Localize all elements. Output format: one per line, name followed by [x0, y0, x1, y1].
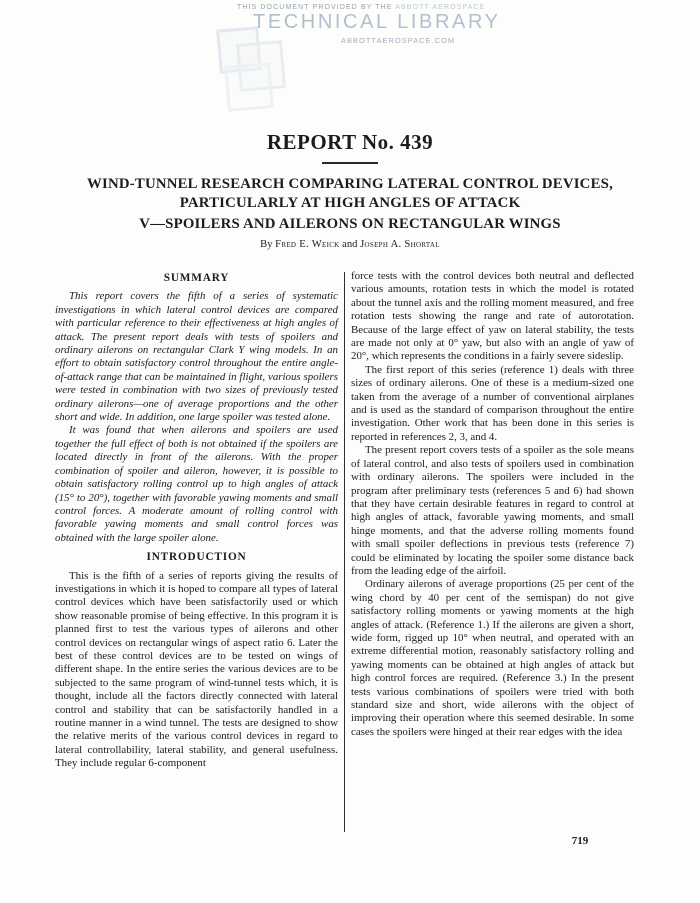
report-subtitle: V—SPOILERS AND AILERONS ON RECTANGULAR WINGS — [139, 216, 561, 232]
title-divider-rule — [322, 162, 378, 164]
summary-heading: SUMMARY — [163, 272, 230, 284]
body-paragraph-4: Ordinary ailerons of average proportions (25 per cent of the wing chord by 40 per cent of the semispan) do not give satisfactory rolling moments or yawing moments at the high angles of attack. (Reference 1.) If the ailerons are given a short, wide form, rigged up 10° when neutral, and operated with an extreme differential motion, reasonably satisfactory rolling and yawing moments can be obtained at high angles of attack but high control forces are required. (Reference 3.) In the present tests various combinations of spoilers were tried with both standard size and short, wide ailerons with the object of improving their operation where this seemed desirable. In some cases the spoilers were hinged at their rear edges with the idea — [351, 578, 634, 738]
report-title-line2: PARTICULARLY AT HIGH ANGLES OF ATTACK — [179, 194, 521, 211]
abbott-aerospace-cube-logo-icon — [214, 16, 294, 112]
body-paragraph-1: force tests with the control devices both neutral and deflected various amounts, rotation tests in which the model is rotated about the tunnel axis and the rolling moment measured, and free rotation tests showing the range and rate of autorotation. Because of the large effect of yaw on lateral stability, the tests are made not only at 0° yaw, but also with an angle of yaw of 20°, which represents the conditions in a fairly severe sideslip. — [351, 270, 634, 363]
report-title — [40, 175, 660, 212]
byline-author-2: Joseph A. Shortal — [360, 239, 440, 250]
report-number-heading: REPORT No. 439 — [266, 130, 434, 154]
two-column-body — [55, 270, 635, 832]
right-column — [351, 270, 634, 832]
byline — [40, 239, 660, 250]
byline-connector: and — [339, 239, 361, 250]
page-number: 719 — [571, 835, 589, 847]
introduction-paragraph: This is the fifth of a series of reports giving the results of investigations in which it is hoped to compare all types of lateral control devices which have been satisfactorily used or which show reasonable promise of being effective. In this program it is planned first to test the various types of ailerons and other control devices on rectangular wings of aspect ratio 6. Later the best of these control devices are to be tested on wings of different shape. In the entire series the various devices are to be subjected to the same program of wind-tunnel tests which, it is thought, include all the factors directly connected with lateral control and stability that can be satisfactorily handled in a routine manner in a wind tunnel. The tests are designed to show the relative merits of the various control devices in regard to lateral controllability, lateral stability, and general usefulness. They include regular 6-component — [55, 569, 338, 770]
left-column — [55, 270, 338, 832]
column-divider-rule — [344, 272, 345, 832]
report-title-line1: WIND-TUNNEL RESEARCH COMPARING LATERAL CONTROL DEVICES, — [87, 176, 613, 192]
summary-paragraph-1: This report covers the fifth of a series of systematic investigations in which lateral control devices are compared with particular reference to their effectiveness at high angles of attack. The present report deals with tests of spoilers and ordinary ailerons on rectangular Clark Y wing models. In an effort to obtain satisfactory control throughout the entire angle-of-attack range that can be maintained in flight, various spoilers were tested in combination with two sizes of previously tested ordinary ailerons—one of average proportions and the other short and wide. In addition, one large spoiler was tested alone. — [55, 290, 338, 424]
byline-author-1: Fred E. Weick — [275, 239, 340, 250]
body-paragraph-2: The first report of this series (reference 1) deals with three sizes of ordinary ailerons. One of these is a medium-sized one taken from the average of a number of conventional airplanes and is used as the standard of comparison throughout the entire investigation. Other work that has been done in this series is reported in references 2, 3, and 4. — [351, 363, 634, 443]
technical-library-watermark — [0, 0, 700, 130]
byline-prefix: By — [260, 239, 276, 250]
introduction-heading: INTRODUCTION — [146, 551, 247, 564]
watermark-provided-by-line — [237, 4, 485, 11]
watermark-provider-text: ABBOTT AEROSPACE — [395, 4, 486, 11]
summary-paragraph-2: It was found that when ailerons and spoilers are used together the full effect of both is not obtained if the spoilers are located directly in front of the ailerons. With the proper combination of spoiler and aileron, however, it is possible to obtain satisfactory rolling control up to high angles of attack (15° to 20°), together with favorable yawing moments and small control forces. A moderate amount of rolling control with favorable yawing moments and small control forces was obtained with the large spoiler alone. — [55, 424, 338, 544]
body-paragraph-3: The present report covers tests of a spoiler as the sole means of lateral control, and also tests of spoilers used in combination with ordinary ailerons. The spoilers were included in the program after preliminary tests (references 5 and 6) had shown that they have certain desirable features in regard to control at high angles of attack, favorable yawing moments, and small hinge moments, and that the adverse rolling moments found with small spoiler deflections in previous tests (reference 7) could be eliminated by locating the spoiler some distance back from the leading edge of the airfoil. — [351, 444, 634, 577]
watermark-provided-by-text: THIS DOCUMENT PROVIDED BY THE — [237, 4, 393, 11]
watermark-site-url: ABBOTTAEROSPACE.COM — [341, 36, 456, 45]
watermark-library-title: TECHNICAL LIBRARY — [253, 11, 501, 33]
